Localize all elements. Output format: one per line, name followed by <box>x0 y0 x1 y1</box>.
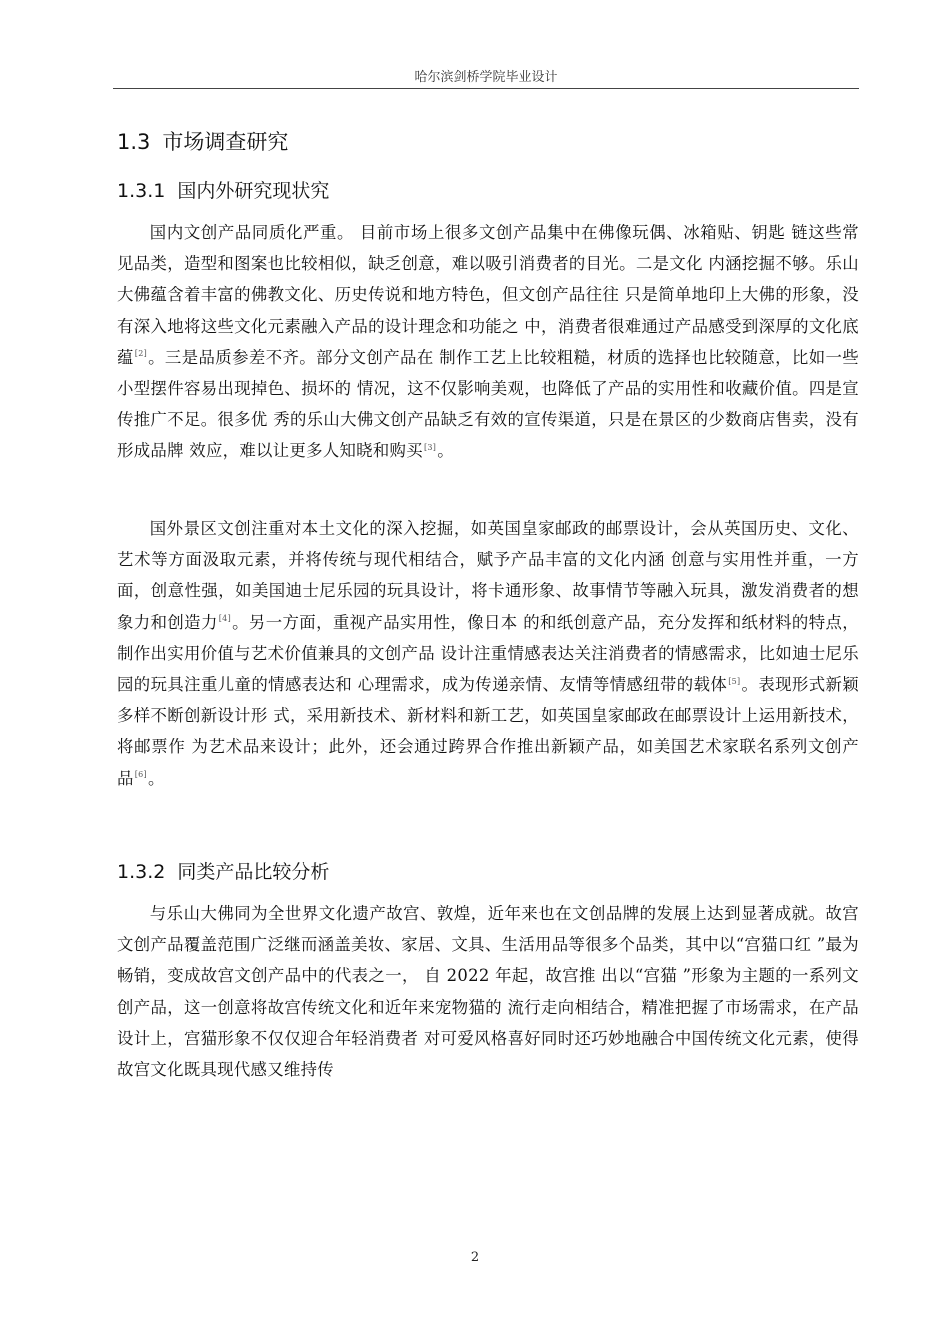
page-number: 2 <box>470 1250 480 1265</box>
subsection-heading-2 <box>117 857 329 884</box>
paragraph-comparison <box>117 898 859 1085</box>
p2-text-1: 国外景区文创注重对本土文化的深入挖掘，如英国皇家邮政的邮票设计，会从英国历史、文化、艺术等方面汲取元素，并将传统与现代相结合，赋予产品丰富的文化内涵 创意与实用性并重，一方面，创意性强，如美国迪士尼乐园的玩具设计，将卡通形象、故事情节等融入玩具，激发消费者的想象力和创造力 <box>117 519 859 632</box>
subsection-number-1: 1.3.1 <box>117 180 166 202</box>
p2-text-4: 。 <box>147 768 165 788</box>
citation-3: [3] <box>423 442 437 452</box>
citation-6: [6] <box>134 770 147 780</box>
paragraph-domestic <box>117 217 859 467</box>
section-title: 市场调查研究 <box>162 130 289 154</box>
subsection-title-2: 同类产品比较分析 <box>177 861 330 883</box>
section-number: 1.3 <box>117 130 151 154</box>
section-heading <box>117 126 288 156</box>
page-header: 哈尔滨剑桥学院毕业设计 <box>414 70 558 85</box>
p1-text-2: 。三是品质参差不齐。部分文创产品在 制作工艺上比较粗糙，材质的选择也比较随意，比如一些小型摆件容易出现掉色、损坏的 情况，这不仅影响美观，也降低了产品的实用性和收藏价值。四是宣传推广不足。很多优 秀的乐山大佛文创产品缺乏有效的宣传渠道，只是在景区的少数商店售卖，没有形成品牌 效应，难以让更多人知晓和购买 <box>117 347 859 461</box>
citation-4: [4] <box>218 614 231 624</box>
p1-text-3: 。 <box>437 441 454 461</box>
header-rule <box>113 88 859 89</box>
p3-text-1: 与乐山大佛同为全世界文化遗产故宫、敦煌，近年来也在文创品牌的发展上达到显著成就。故宫文创产品覆盖范围广泛继而涵盖美妆、家居、文具、生活用品等很多个品类，其中以“宫猫口红 ”最为畅销，变成故宫文创产品中的代表之一， 自 2022 年起，故宫推 出以“宫猫 ”形象为主题的一系列文创产品，这一创意将故宫传统文化和近年来宠物猫的 流行走向相结合，精准把握了市场需求，在产品设计上，宫猫形象不仅仅迎合年轻消费者 对可爱风格喜好同时还巧妙地融合中国传统文化元素，使得故宫文化既具现代感又维持传 <box>117 904 859 1080</box>
subsection-number-2: 1.3.2 <box>117 861 166 883</box>
citation-5: [5] <box>728 676 741 686</box>
p2-text-3: 。表现形式新颖多样不断创新设计形 式，采用新技术、新材料和新工艺，如英国皇家邮政在邮票设计上运用新技术，将邮票作 为艺术品来设计；此外，还会通过跨界合作推出新颖产品，如美国艺术家联名系列文创产 品 <box>117 675 859 788</box>
subsection-heading-1 <box>117 176 329 203</box>
citation-2: [2] <box>134 349 148 359</box>
subsection-title-1: 国内外研究现状究 <box>177 180 330 202</box>
paragraph-foreign <box>117 513 859 794</box>
p2-text-2: 。另一方面，重视产品实用性，像日本 的和纸创意产品，充分发挥和纸材料的特点，制作出实用价值与艺术价值兼具的文创产品 设计注重情感表达关注消费者的情感需求，比如迪士尼乐园的玩具注重儿童的情感表达和 心理需求，成为传递亲情、友情等情感纽带的载体 <box>117 612 859 695</box>
p1-text-1: 国内文创产品同质化严重。 目前市场上很多文创产品集中在佛像玩偶、冰箱贴、钥匙 链这些常见品类，造型和图案也比较相似，缺乏创意，难以吸引消费者的目光。二是文化 内涵挖掘不够。乐山大佛蕴含着丰富的佛教文化、历史传说和地方特色，但文创产品往往 只是简单地印上大佛的形象，没有深入地将这些文化元素融入产品的设计理念和功能之 中，消费者很难通过产品感受到深厚的文化底蕴 <box>117 223 859 367</box>
